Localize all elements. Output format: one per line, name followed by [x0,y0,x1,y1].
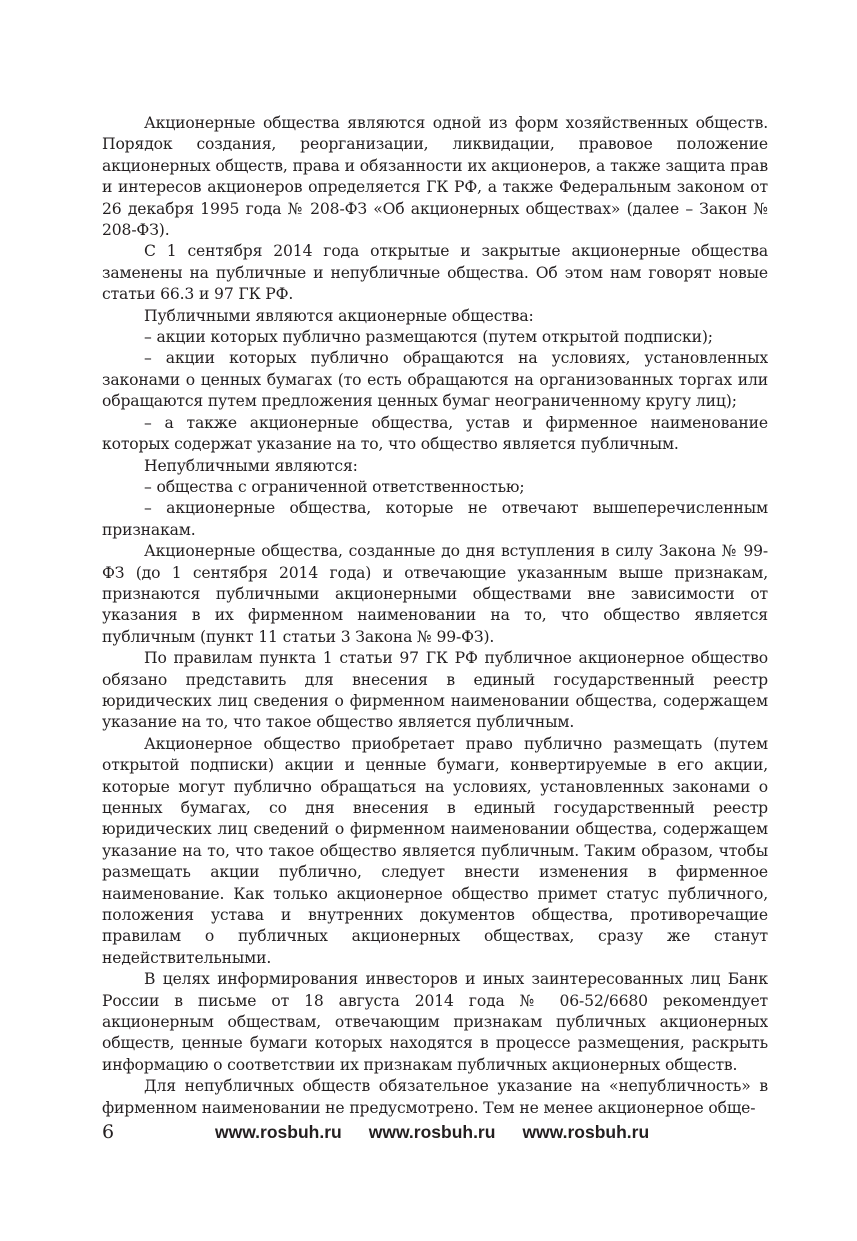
paragraph: В целях информирования инвесторов и иных заинтересованных лиц Банк России в письме от 18 августа 2014 года № 06-52/6680 рекомендует акционерным обществам, отвечающим признакам публичных акционерных обществ, ценные бумаги которых находятся в процессе размещения, раскрыть информацию о соответствии их признакам публичных акционерных обществ. [102,970,768,1074]
list-item: – а также акционерные общества, устав и фирменное наименование которых содержат указание на то, что общество является публичным. [102,413,768,454]
paragraph: Акционерные общества, созданные до дня вступления в силу Закона № 99-ФЗ (до 1 сентября 2014 года) и отвечающие указанным выше признакам, признаются публичными акционерными обществами вне зависимости от указания в их фирменном наименовании на то, что общество является публичным (пункт 11 статьи 3 Закона № 99-ФЗ). [102,542,768,646]
footer-links [215,1119,649,1145]
body-text [102,113,768,1119]
page-number: 6 [102,1121,115,1143]
page-footer [102,1119,768,1145]
paragraph: Для непубличных обществ обязательное указание на «непубличность» в фирменном наименовании не предусмотрено. Тем не менее акционерное обще- [102,1077,768,1117]
footer-link: www.rosbuh.ru [368,1122,496,1142]
paragraph: Акционерные общества являются одной из форм хозяйственных обществ. Порядок создания, реорганизации, ликвидации, правовое положение акционерных обществ, права и обязанности их акционеров, а также защита прав и интересов акционеров определяется ГК РФ, а также Федеральным законом от 26 декабря 1995 года № 208-ФЗ «Об акционерных обществах» (далее – Закон № 208-ФЗ). [102,114,768,240]
paragraph: По правилам пункта 1 статьи 97 ГК РФ публичное акционерное общество обязано представить для внесения в единый государственный реестр юридических лиц сведения о фирменном наименовании общества, содержащем указание на то, что такое общество является публичным. [102,649,768,732]
paragraph: Публичными являются акционерные общества: [144,306,534,325]
list-item: – акционерные общества, которые не отвечают вышеперечисленным признакам. [102,499,768,539]
list-item: – акции которых публично размещаются (путем открытой подписки); [144,328,713,347]
paragraph: Акционерное общество приобретает право публично размещать (путем открытой подписки) акции и ценные бумаги, конвертируемые в его акции, которые могут публично обращаться на условиях, установленных законами о ценных бумагах, со дня внесения в единый государственный реестр юридических лиц сведений о фирменном наименовании общества, содержащем указание на то, что такое общество является публичным. Таким образом, чтобы размещать акции публично, следует внести изменения в фирменное наименование. Как только акционерное общество примет статус публичного, положения устава и внутренних документов общества, противоречащие правилам о публичных акционерных обществах, сразу же станут недействительными. [102,734,768,967]
paragraph: С 1 сентября 2014 года открытые и закрытые акционерные общества заменены на публичные и непубличные общества. Об этом нам говорят новые статьи 66.3 и 97 ГК РФ. [102,242,768,304]
footer-link: www.rosbuh.ru [522,1122,650,1142]
list-item: – акции которых публично обращаются на условиях, установленных законами о ценных бумагах (то есть обращаются на организованных торгах или обращаются путем предложения ценных бумаг неограниченному кругу лиц); [102,349,768,411]
paragraph: Непубличными являются: [144,456,358,475]
list-item: – общества с ограниченной ответственностью; [144,477,525,496]
footer-link: www.rosbuh.ru [215,1122,342,1142]
